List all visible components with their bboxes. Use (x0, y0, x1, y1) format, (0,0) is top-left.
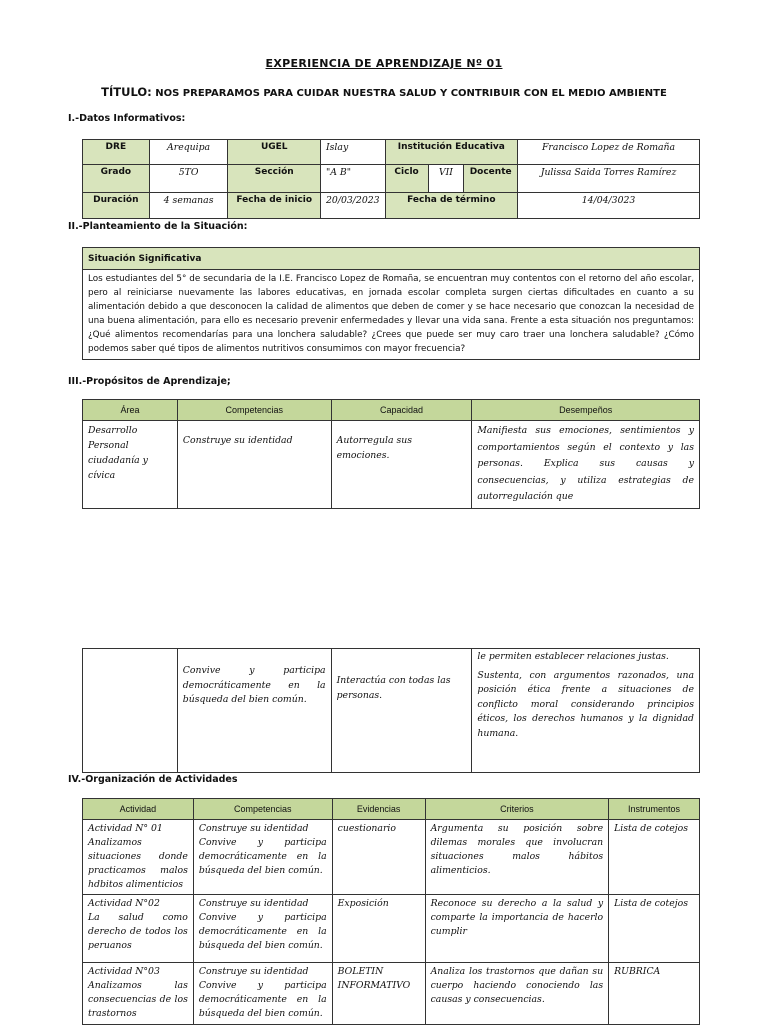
competencia-2: Convive y participa democráticamente en la búsqueda del bien común. (198, 980, 327, 1019)
label-seccion: Sección (228, 165, 321, 193)
competencia-cell: Construye su identidad (177, 421, 331, 509)
competencia-cell-continued: Convive y participa democráticamente en la búsqueda del bien común. (177, 649, 331, 773)
section-3-heading: III.-Propósitos de Aprendizaje; (68, 376, 231, 387)
value-fecha-termino: 14/04/3023 (518, 193, 700, 219)
situacion-title: Situación Significativa (83, 248, 700, 270)
label-dre: DRE (83, 140, 150, 165)
criterio: Reconoce su derecho a la salud y comparte la importancia de hacerlo cumplir (425, 895, 609, 963)
evidencia: Exposición (332, 895, 425, 963)
desempeno-sustenta: Sustenta, con argumentos razonados, una posición ética frente a situaciones de conflicto moral considerando principios éticos, los derechos humanos y la dignidad humana. (477, 669, 694, 739)
propositos-table-continued (82, 648, 700, 773)
label-ugel: UGEL (228, 140, 321, 165)
section-2-heading: II.-Planteamiento de la Situación: (68, 221, 248, 232)
subtitle-text: NOS PREPARAMOS PARA CUIDAR NUESTRA SALUD Y CONTRIBUIR CON EL MEDIO AMBIENTE (151, 88, 667, 99)
evidencia: BOLETIN INFORMATIVO (332, 963, 425, 1025)
criterio: Analiza los trastornos que dañan su cuerpo haciendo conociendo las causas y consecuencias. (425, 963, 609, 1025)
document-subtitle (0, 85, 768, 99)
value-grado: 5TO (149, 165, 228, 193)
actividades-table (82, 798, 700, 1025)
value-institucion: Francisco Lopez de Romaña (518, 140, 700, 165)
section-4-heading: IV.-Organización de Actividades (68, 774, 238, 785)
header-desempenos: Desempeños (472, 400, 700, 421)
header-competencias: Competencias (177, 400, 331, 421)
section-1-heading: I.-Datos Informativos: (68, 113, 186, 124)
actividad-text: Analizamos las consecuencias de los trastornos (88, 980, 188, 1019)
capacidad-cell-continued: Interactúa con todas las personas. (331, 649, 472, 773)
table-row (83, 820, 700, 895)
datos-informativos-table (82, 139, 700, 219)
area-cell-continued (83, 649, 178, 773)
competencia-1: Construye su identidad (198, 823, 309, 834)
actividad-title: Actividad N°03 (88, 966, 160, 977)
value-seccion: "A B" (320, 165, 385, 193)
competencia-2: Convive y participa democráticamente en la búsqueda del bien común. (198, 912, 327, 951)
capacidad-cell: Autorregula sus emociones. (331, 421, 472, 509)
label-docente: Docente (464, 165, 518, 193)
subtitle-label: TÍTULO: (101, 85, 152, 99)
label-ciclo: Ciclo (385, 165, 428, 193)
value-ciclo: VII (428, 165, 464, 193)
competencia-1: Construye su identidad (198, 966, 309, 977)
header-criterios: Criterios (425, 799, 609, 820)
header-capacidad: Capacidad (331, 400, 472, 421)
label-fecha-termino: Fecha de término (385, 193, 518, 219)
value-docente: Julissa Saida Torres Ramírez (518, 165, 700, 193)
header-area: Área (83, 400, 178, 421)
label-institucion: Institución Educativa (385, 140, 518, 165)
evidencia: cuestionario (332, 820, 425, 895)
value-ugel: Islay (320, 140, 385, 165)
value-dre: Arequipa (149, 140, 228, 165)
competencia-1: Construye su identidad (198, 898, 309, 909)
label-duracion: Duración (83, 193, 150, 219)
value-duracion: 4 semanas (149, 193, 228, 219)
label-fecha-inicio: Fecha de inicio (228, 193, 321, 219)
desempeno-cell: Manifiesta sus emociones, sentimientos y comportamientos según el contexto y las personas. Explica sus causas y consecuencias, y utiliza estrategias de autorregulación que (472, 421, 700, 509)
desempeno-continued: le permiten establecer relaciones justas. (477, 651, 669, 662)
label-grado: Grado (83, 165, 150, 193)
propositos-table (82, 399, 700, 509)
actividad-text: Analizamos situaciones donde practicamos malos hdbitos alimenticios (88, 837, 188, 890)
instrumento: RUBRICA (609, 963, 700, 1025)
situacion-table (82, 247, 700, 360)
table-row (83, 895, 700, 963)
actividad-title: Actividad N°02 (88, 898, 160, 909)
header-instrumentos: Instrumentos (609, 799, 700, 820)
situacion-text: Los estudiantes del 5° de secundaria de la I.E. Francisco Lopez de Romaña, se encuentran muy contentos con el retorno del año escolar, pero al reiniciarse nuevamente las labores educativas, en jornada escolar completa surgen ciertas dificultades en cuanto a su alimentación debido a que desconocen la calidad de alimentos que deben de comer y se hace necesario que conozcan la necesidad de una buena alimentación, para ello es necesario prevenir enfermedades y llevar una vida sana. Frente a esta situación nos preguntamos: ¿Qué alimentos recomendarías para una lonchera saludable? ¿Crees que puede ser muy caro traer una lonchera saludable? ¿Cómo podemos saber qué tipos de alimentos nutritivos consumimos con mayor frecuencia? (83, 270, 700, 360)
actividad-text: La salud como derecho de todos los peruanos (88, 912, 188, 951)
header-act-competencias: Competencias (193, 799, 332, 820)
area-cell: Desarrollo Personal ciudadanía y cívica (83, 421, 178, 509)
competencia-2: Convive y participa democráticamente en la búsqueda del bien común. (198, 837, 327, 876)
criterio: Argumenta su posición sobre dilemas morales que involucran situaciones malos hábitos alimenticios. (425, 820, 609, 895)
instrumento: Lista de cotejos (609, 895, 700, 963)
actividad-title: Actividad N° 01 (88, 823, 163, 834)
header-evidencias: Evidencias (332, 799, 425, 820)
header-actividad: Actividad (83, 799, 194, 820)
instrumento: Lista de cotejos (609, 820, 700, 895)
document-title: EXPERIENCIA DE APRENDIZAJE Nº 01 (265, 57, 503, 70)
table-row (83, 963, 700, 1025)
value-fecha-inicio: 20/03/2023 (320, 193, 385, 219)
